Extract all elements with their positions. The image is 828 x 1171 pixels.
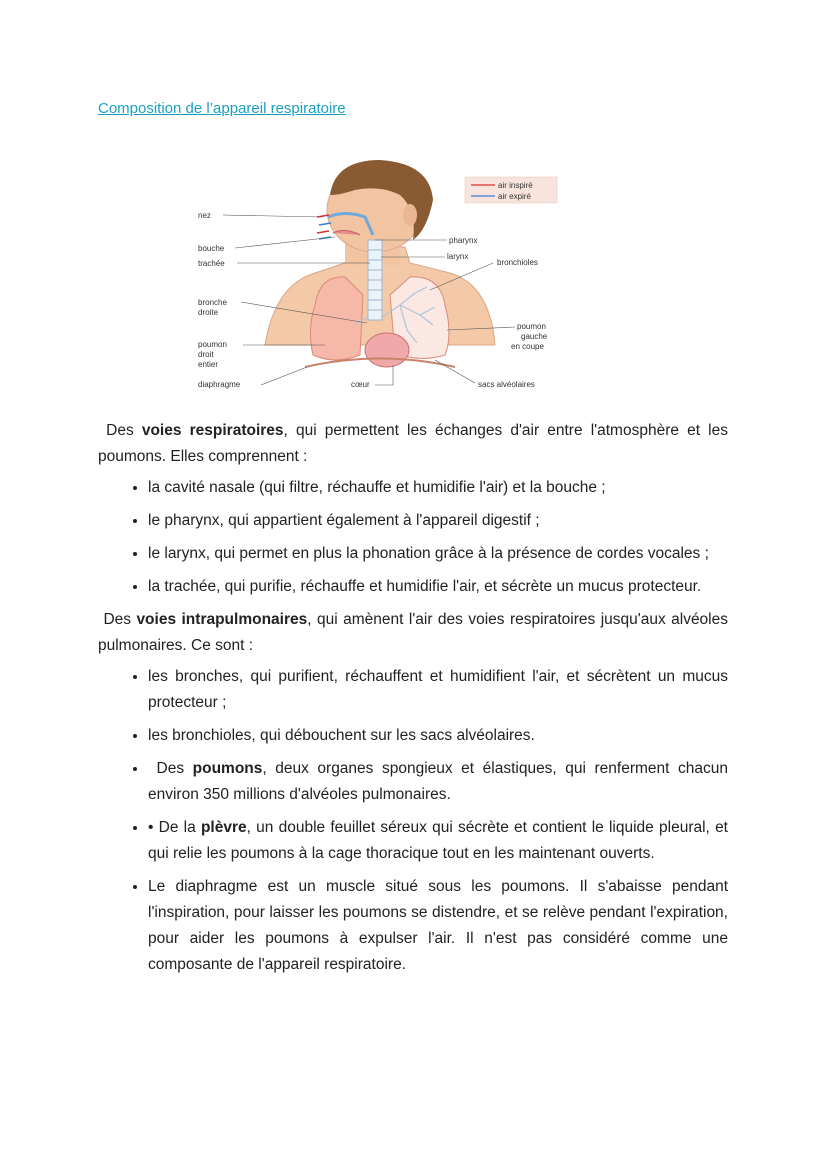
label-poumon-gauche-2: gauche <box>521 332 548 341</box>
list-item-poumons: • Des poumons, deux organes spongieux et élastiques, qui renferment chacun environ 350 millions d'alvéoles pulmonaires. <box>148 756 728 808</box>
label-sacs-alveolaires: sacs alvéolaires <box>478 380 535 389</box>
label-bronche-droite: droite <box>198 308 219 317</box>
list-voies-intrapulmonaires <box>98 664 728 978</box>
legend-expired: air expiré <box>498 192 531 201</box>
list-item-diaphragme: • Le diaphragme est un muscle situé sous les poumons. Il s'abaisse pendant l'inspiration, pour laisser les poumons se distendre, et se relève pendant l'expiration, pour aider les poumons à expulser l'air. Il n'est pas considéré comme une composante de l'appareil respiratoire. <box>148 874 728 978</box>
list-item: • les bronchioles, qui débouchent sur les sacs alvéolaires. <box>148 723 728 749</box>
label-poumon-droit-3: entier <box>198 360 219 369</box>
label-bronchioles: bronchioles <box>497 258 538 267</box>
ear-shape <box>403 204 417 226</box>
list-item: • la cavité nasale (qui filtre, réchauffe et humidifie l'air) et la bouche ; <box>148 475 728 501</box>
label-diaphragme: diaphragme <box>198 380 241 389</box>
label-pharynx: pharynx <box>449 236 478 245</box>
label-trachee: trachée <box>198 259 225 268</box>
list-item: • le pharynx, qui appartient également à l'appareil digestif ; <box>148 508 728 534</box>
list-item: • le larynx, qui permet en plus la phonation grâce à la présence de cordes vocales ; <box>148 541 728 567</box>
label-nez: nez <box>198 211 211 220</box>
page-title[interactable]: Composition de l’appareil respiratoire <box>98 100 346 117</box>
document-body <box>98 418 728 985</box>
heart-shape <box>365 333 409 367</box>
list-item: • les bronches, qui purifient, réchauffent et humidifient l'air, et sécrètent un mucus protecteur ; <box>148 664 728 716</box>
label-larynx: larynx <box>447 252 469 261</box>
list-voies-respiratoires <box>98 475 728 600</box>
label-poumon-gauche-3: en coupe <box>511 342 544 351</box>
list-item: • la trachée, qui purifie, réchauffe et humidifie l'air, et sécrète un mucus protecteur. <box>148 574 728 600</box>
trachea-shape <box>368 240 382 320</box>
label-poumon-droit-1: poumon <box>198 340 227 349</box>
label-bouche: bouche <box>198 244 225 253</box>
intro-voies-intrapulmonaires: Des voies intrapulmonaires, qui amènent l'air des voies respiratoires jusqu'aux alvéoles pulmonaires. Ce sont : <box>98 611 728 654</box>
respiratory-system-illustration <box>195 155 565 395</box>
label-poumon-droit-2: droit <box>198 350 214 359</box>
label-coeur: cœur <box>351 380 370 389</box>
list-item-plevre: • • De la plèvre, un double feuillet séreux qui sécrète et contient le liquide pleural, et qui relie les poumons à la cage thoracique tout en les maintenant ouverts. <box>148 815 728 867</box>
label-poumon-gauche-1: poumon <box>517 322 546 331</box>
intro-voies-respiratoires: Des voies respiratoires, qui permettent les échanges d'air entre l'atmosphère et les poumons. Elles comprennent : <box>98 422 728 465</box>
label-bronche: bronche <box>198 298 227 307</box>
legend-inspired: air inspiré <box>498 181 533 190</box>
